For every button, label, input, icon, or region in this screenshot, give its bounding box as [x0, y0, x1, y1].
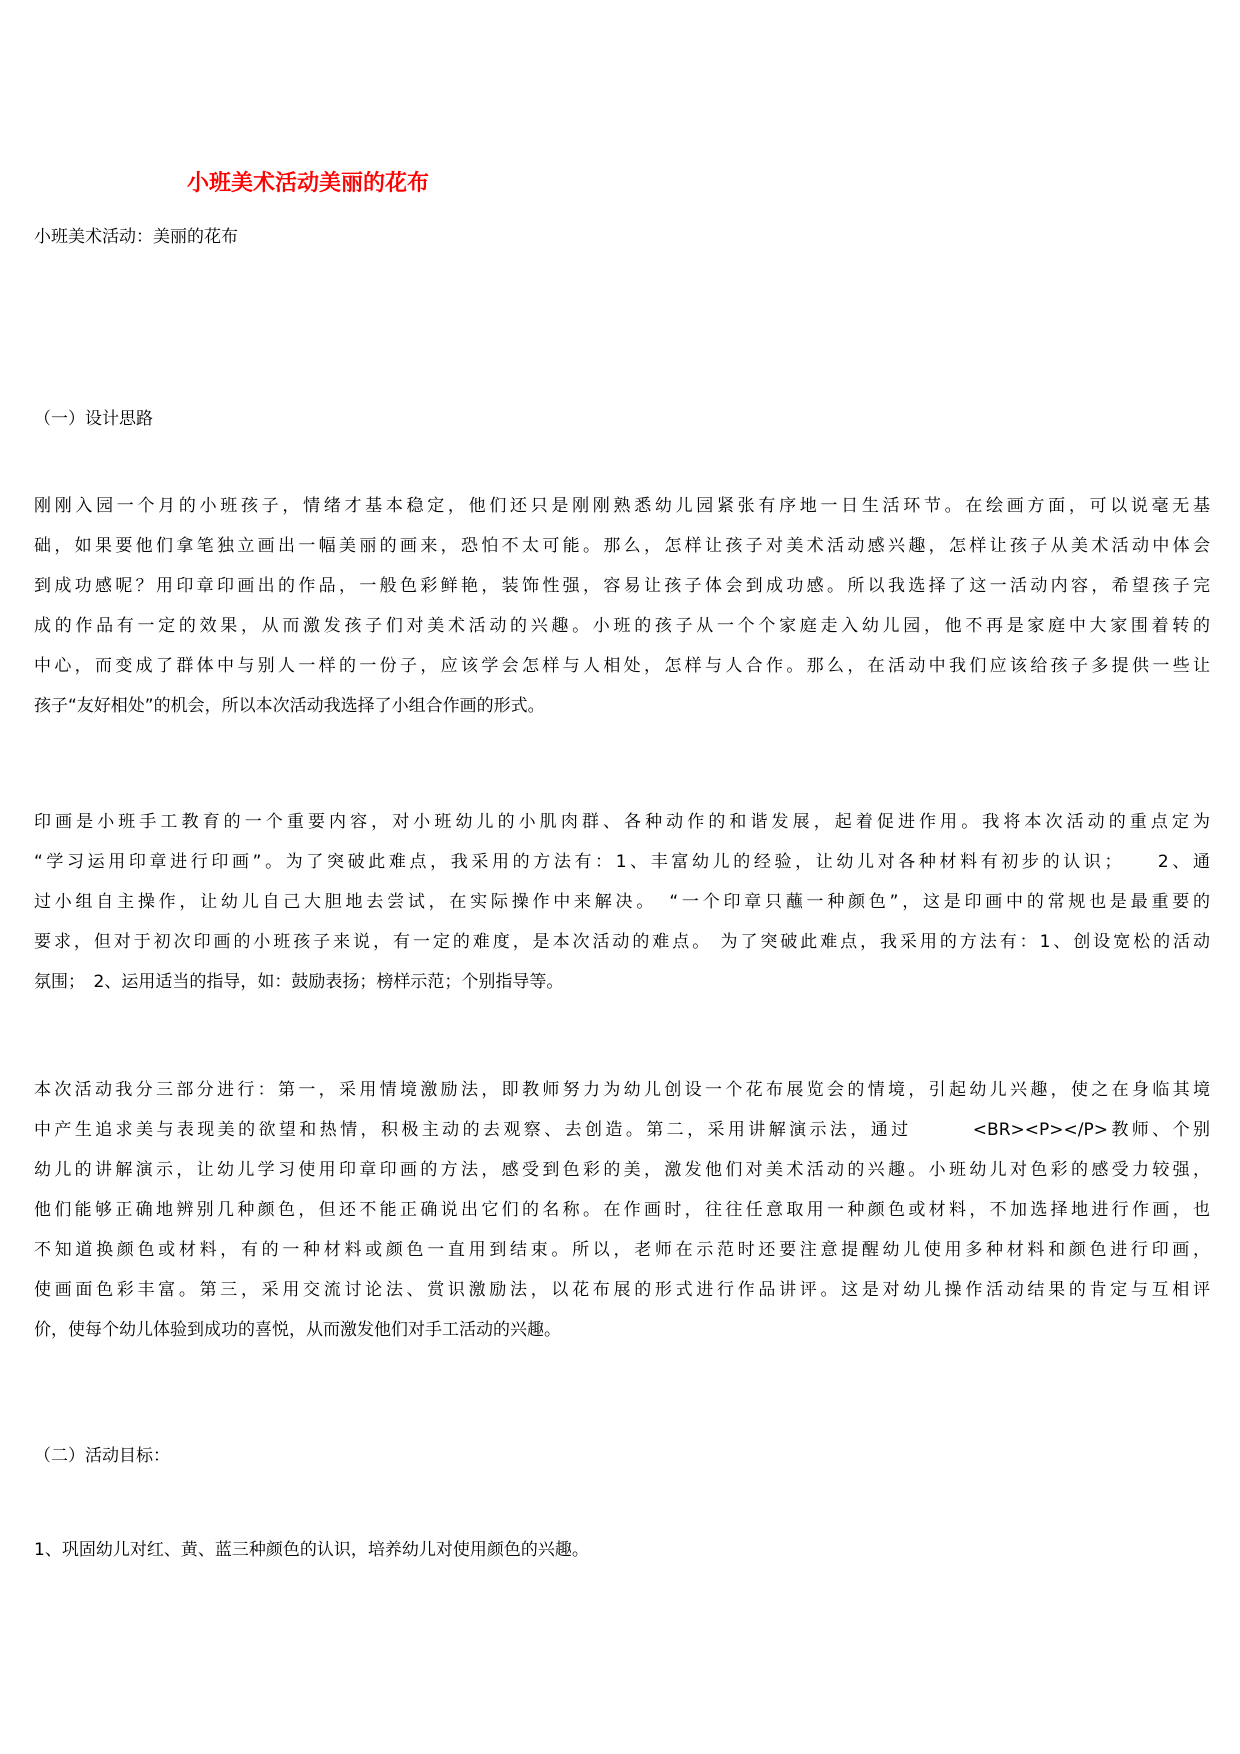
paragraph-line: 中心，而变成了群体中与别人一样的一份子，应该学会怎样与人相处，怎样与人合作。那么，在活动中我们应该给孩子多提供一些让	[34, 656, 1210, 676]
paragraph-line: 印画是小班手工教育的一个重要内容，对小班幼儿的小肌肉群、各种动作的和谐发展，起着促进作用。我将本次活动的重点定为	[34, 812, 1210, 832]
document-title: 小班美术活动美丽的花布	[187, 171, 430, 196]
paragraph-line: 本次活动我分三部分进行：第一，采用情境激励法，即教师努力为幼儿创设一个花布展览会的情境，引起幼儿兴趣，使之在身临其境	[34, 1080, 1210, 1100]
paragraph-line: 过小组自主操作，让幼儿自己大胆地去尝试，在实际操作中来解决。 “一个印章只蘸一种颜色”，这是印画中的常规也是最重要的	[34, 892, 1210, 912]
goal-item: 1、巩固幼儿对红、黄、蓝三种颜色的认识，培养幼儿对使用颜色的兴趣。	[34, 1540, 589, 1560]
paragraph-design-rationale	[34, 486, 1210, 726]
paragraph-line: 价，使每个幼儿体验到成功的喜悦，从而激发他们对手工活动的兴趣。	[34, 1320, 561, 1340]
section-heading-goals: （二）活动目标：	[34, 1446, 170, 1466]
paragraph-line: 刚刚入园一个月的小班孩子，情绪才基本稳定，他们还只是刚刚熟悉幼儿园紧张有序地一日生活环节。在绘画方面，可以说毫无基	[34, 496, 1210, 516]
paragraph-line: 中产生追求美与表现美的欲望和热情，积极主动的去观察、去创造。第二，采用讲解演示法，通过 <BR><P></P>教师、个别	[34, 1120, 1210, 1140]
paragraph-line: 使画面色彩丰富。第三，采用交流讨论法、赏识激励法，以花布展的形式进行作品讲评。这是对幼儿操作活动结果的肯定与互相评	[34, 1280, 1210, 1300]
paragraph-line: “学习运用印章进行印画”。为了突破此难点，我采用的方法有：1、丰富幼儿的经验，让幼儿对各种材料有初步的认识； 2、通	[34, 852, 1210, 872]
paragraph-line: 幼儿的讲解演示，让幼儿学习使用印章印画的方法，感受到色彩的美，激发他们对美术活动的兴趣。小班幼儿对色彩的感受力较强，	[34, 1160, 1210, 1180]
paragraph-line: 孩子“友好相处”的机会，所以本次活动我选择了小组合作画的形式。	[34, 696, 545, 716]
paragraph-line: 氛围； 2、运用适当的指导，如：鼓励表扬；榜样示范；个别指导等。	[34, 972, 564, 992]
paragraph-line: 不知道换颜色或材料，有的一种材料或颜色一直用到结束。所以，老师在示范时还要注意提醒幼儿使用多种材料和颜色进行印画，	[34, 1240, 1210, 1260]
paragraph-line: 成的作品有一定的效果，从而激发孩子们对美术活动的兴趣。小班的孩子从一个个家庭走入幼儿园，他不再是家庭中大家围着转的	[34, 616, 1210, 636]
paragraph-activity-steps	[34, 1070, 1210, 1350]
paragraph-key-points	[34, 802, 1210, 1002]
paragraph-line: 到成功感呢？用印章印画出的作品，一般色彩鲜艳，装饰性强，容易让孩子体会到成功感。所以我选择了这一活动内容，希望孩子完	[34, 576, 1210, 596]
paragraph-line: 础，如果要他们拿笔独立画出一幅美丽的画来，恐怕不太可能。那么，怎样让孩子对美术活动感兴趣，怎样让孩子从美术活动中体会	[34, 536, 1210, 556]
section-heading-design: （一）设计思路	[34, 409, 153, 429]
paragraph-line: 他们能够正确地辨别几种颜色，但还不能正确说出它们的名称。在作画时，往往任意取用一种颜色或材料，不加选择地进行作画，也	[34, 1200, 1210, 1220]
paragraph-line: 要求，但对于初次印画的小班孩子来说，有一定的难度，是本次活动的难点。 为了突破此难点，我采用的方法有：1、创设宽松的活动	[34, 932, 1210, 952]
document-subtitle: 小班美术活动：美丽的花布	[34, 227, 238, 247]
